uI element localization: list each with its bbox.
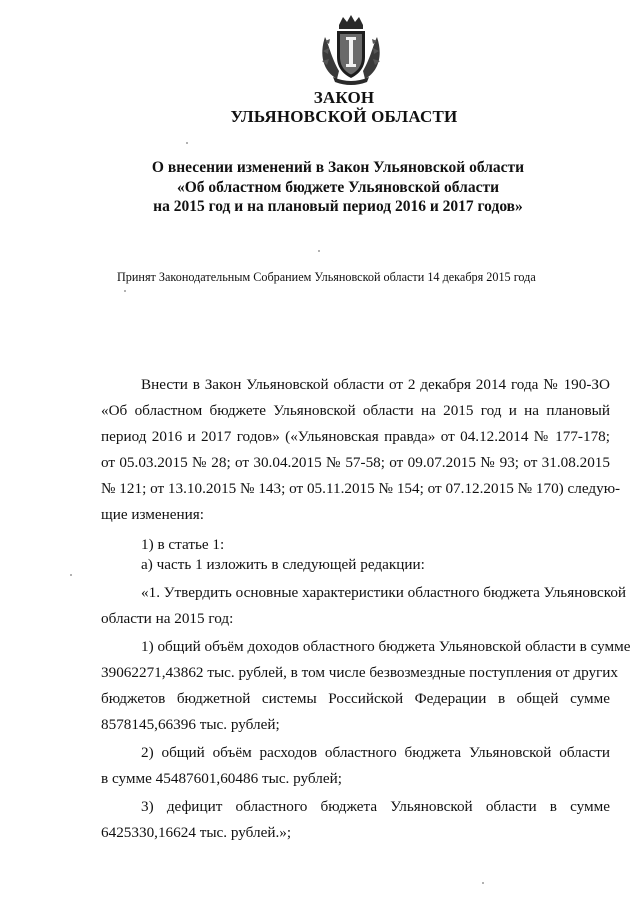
body-line: Внести в Закон Ульяновской области от 2 декабря 2014 года № 190-ЗО: [141, 376, 610, 393]
scan-speck: [186, 142, 188, 144]
body-line: а) часть 1 изложить в следующей редакции:: [141, 556, 425, 573]
scan-speck: [482, 882, 484, 884]
body-line: «Об областном бюджете Ульяновской области на 2015 год и на плановый: [101, 402, 610, 419]
scan-speck: [124, 290, 126, 292]
body-line: в сумме 45487601,60486 тыс. рублей;: [101, 770, 342, 787]
scan-speck: [70, 574, 72, 576]
body-line: «1. Утвердить основные характеристики областного бюджета Ульяновской: [141, 584, 627, 601]
body-line: 39062271,43862 тыс. рублей, в том числе безвозмездные поступления от других: [101, 664, 619, 681]
region-name: УЛЬЯНОВСКОЙ ОБЛАСТИ: [230, 107, 458, 126]
law-title-line-2: «Об областном бюджете Ульяновской области: [176, 179, 500, 196]
adoption-note: Принят Законодательным Собранием Ульяновской области 14 декабря 2015 года: [117, 270, 536, 284]
body-line: области на 2015 год:: [101, 610, 234, 627]
body-line: 6425330,16624 тыс. рублей.»;: [101, 824, 292, 841]
body-line: 3) дефицит областного бюджета Ульяновской области в сумме: [141, 798, 610, 815]
law-label: ЗАКОН: [313, 88, 375, 107]
body-line: бюджетов бюджетной системы Российской Федерации в общей сумме: [101, 690, 610, 707]
body-line: 8578145,66396 тыс. рублей;: [101, 716, 280, 733]
body-line: 2) общий объём расходов областного бюджета Ульяновской области: [141, 744, 610, 761]
body-line: от 05.03.2015 № 28; от 30.04.2015 № 57-58; от 09.07.2015 № 93; от 31.08.2015: [101, 454, 610, 471]
body-line: № 121; от 13.10.2015 № 143; от 05.11.2015 № 154; от 07.12.2015 № 170) следую-: [101, 480, 621, 497]
law-title-line-3: на 2015 год и на плановый период 2016 и 2017 годов»: [153, 198, 523, 215]
scan-speck: [318, 250, 320, 252]
ulyanovsk-coat-of-arms-icon: [313, 11, 389, 87]
body-line: 1) в статье 1:: [141, 536, 225, 553]
body-line: 1) общий объём доходов областного бюджета Ульяновской области в сумме: [141, 638, 631, 655]
body-line: период 2016 и 2017 годов» («Ульяновская правда» от 04.12.2014 № 177-178;: [101, 428, 610, 445]
law-title-line-1: О внесении изменений в Закон Ульяновской области: [151, 159, 525, 176]
body-line: щие изменения:: [101, 506, 204, 523]
